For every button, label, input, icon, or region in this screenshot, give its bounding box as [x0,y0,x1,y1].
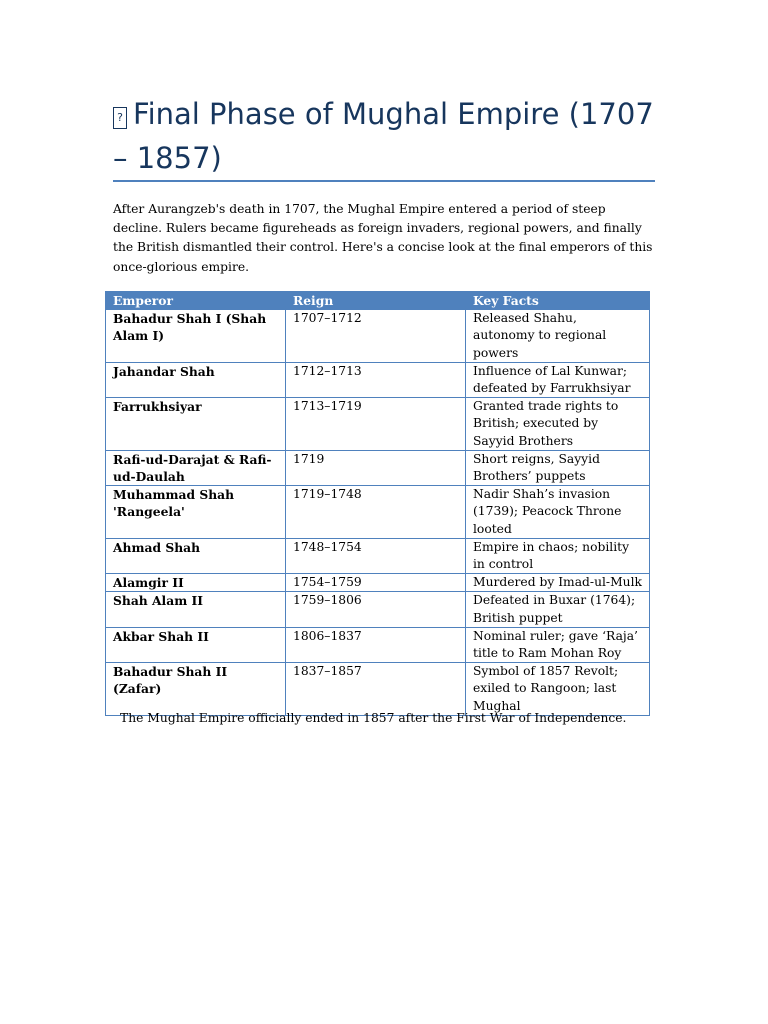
emperor-cell: Jahandar Shah [106,362,286,397]
emperor-cell: Akbar Shah II [106,627,286,662]
emperor-cell: Alamgir II [106,574,286,592]
table-row [106,538,650,573]
facts-cell: Symbol of 1857 Revolt; exiled to Rangoon; last Mughal [466,663,650,716]
reign-cell: 1748–1754 [286,538,466,573]
emperor-cell: Shah Alam II [106,592,286,627]
facts-cell: Granted trade rights to British; executed by Sayyid Brothers [466,398,650,451]
header-emperor: Emperor [106,292,286,310]
table-row [106,592,650,627]
reign-cell: 1707–1712 [286,310,466,363]
table-row [106,627,650,662]
emperor-cell: Bahadur Shah I (Shah Alam I) [106,310,286,363]
emperor-cell: Ahmad Shah [106,538,286,573]
facts-cell: Influence of Lal Kunwar; defeated by Farrukhsiyar [466,362,650,397]
page-title [113,92,658,180]
table-row [106,310,650,363]
reign-cell: 1754–1759 [286,574,466,592]
facts-cell: Defeated in Buxar (1764); British puppet [466,592,650,627]
header-key-facts: Key Facts [466,292,650,310]
facts-cell: Murdered by Imad-ul-Mulk [466,574,650,592]
table-header-row [106,292,650,310]
page-title-text: Final Phase of Mughal Empire (1707 – 1857) [113,97,654,175]
header-reign: Reign [286,292,466,310]
table-row [106,663,650,716]
reign-cell: 1719 [286,450,466,485]
emperor-cell: Rafi-ud-Darajat & Rafi-ud-Daulah [106,450,286,485]
table-row [106,450,650,485]
table-row [106,398,650,451]
reign-cell: 1837–1857 [286,663,466,716]
reign-cell: 1759–1806 [286,592,466,627]
reign-cell: 1713–1719 [286,398,466,451]
table-row [106,362,650,397]
title-underline [113,180,655,182]
intro-paragraph: After Aurangzeb's death in 1707, the Mughal Empire entered a period of steep decline. Rulers became figureheads as foreign invaders, regional powers, and finally the British dismantled their control. Here's a concise look at the final emperors of this once-glorious empire. [113,202,653,274]
emperors-table [105,291,650,716]
table-row [106,574,650,592]
facts-cell: Short reigns, Sayyid Brothers’ puppets [466,450,650,485]
emperor-cell: Bahadur Shah II (Zafar) [106,663,286,716]
emperor-cell: Muhammad Shah 'Rangeela' [106,486,286,539]
emperor-cell: Farrukhsiyar [106,398,286,451]
reign-cell: 1712–1713 [286,362,466,397]
facts-cell: Empire in chaos; nobility in control [466,538,650,573]
closing-paragraph: The Mughal Empire officially ended in 1857 after the First War of Independence. [120,711,627,725]
facts-cell: Nadir Shah’s invasion (1739); Peacock Throne looted [466,486,650,539]
missing-glyph-icon: ? [113,107,127,129]
reign-cell: 1719–1748 [286,486,466,539]
facts-cell: Nominal ruler; gave ‘Raja’ title to Ram Mohan Roy [466,627,650,662]
facts-cell: Released Shahu, autonomy to regional powers [466,310,650,363]
table-row [106,486,650,539]
reign-cell: 1806–1837 [286,627,466,662]
